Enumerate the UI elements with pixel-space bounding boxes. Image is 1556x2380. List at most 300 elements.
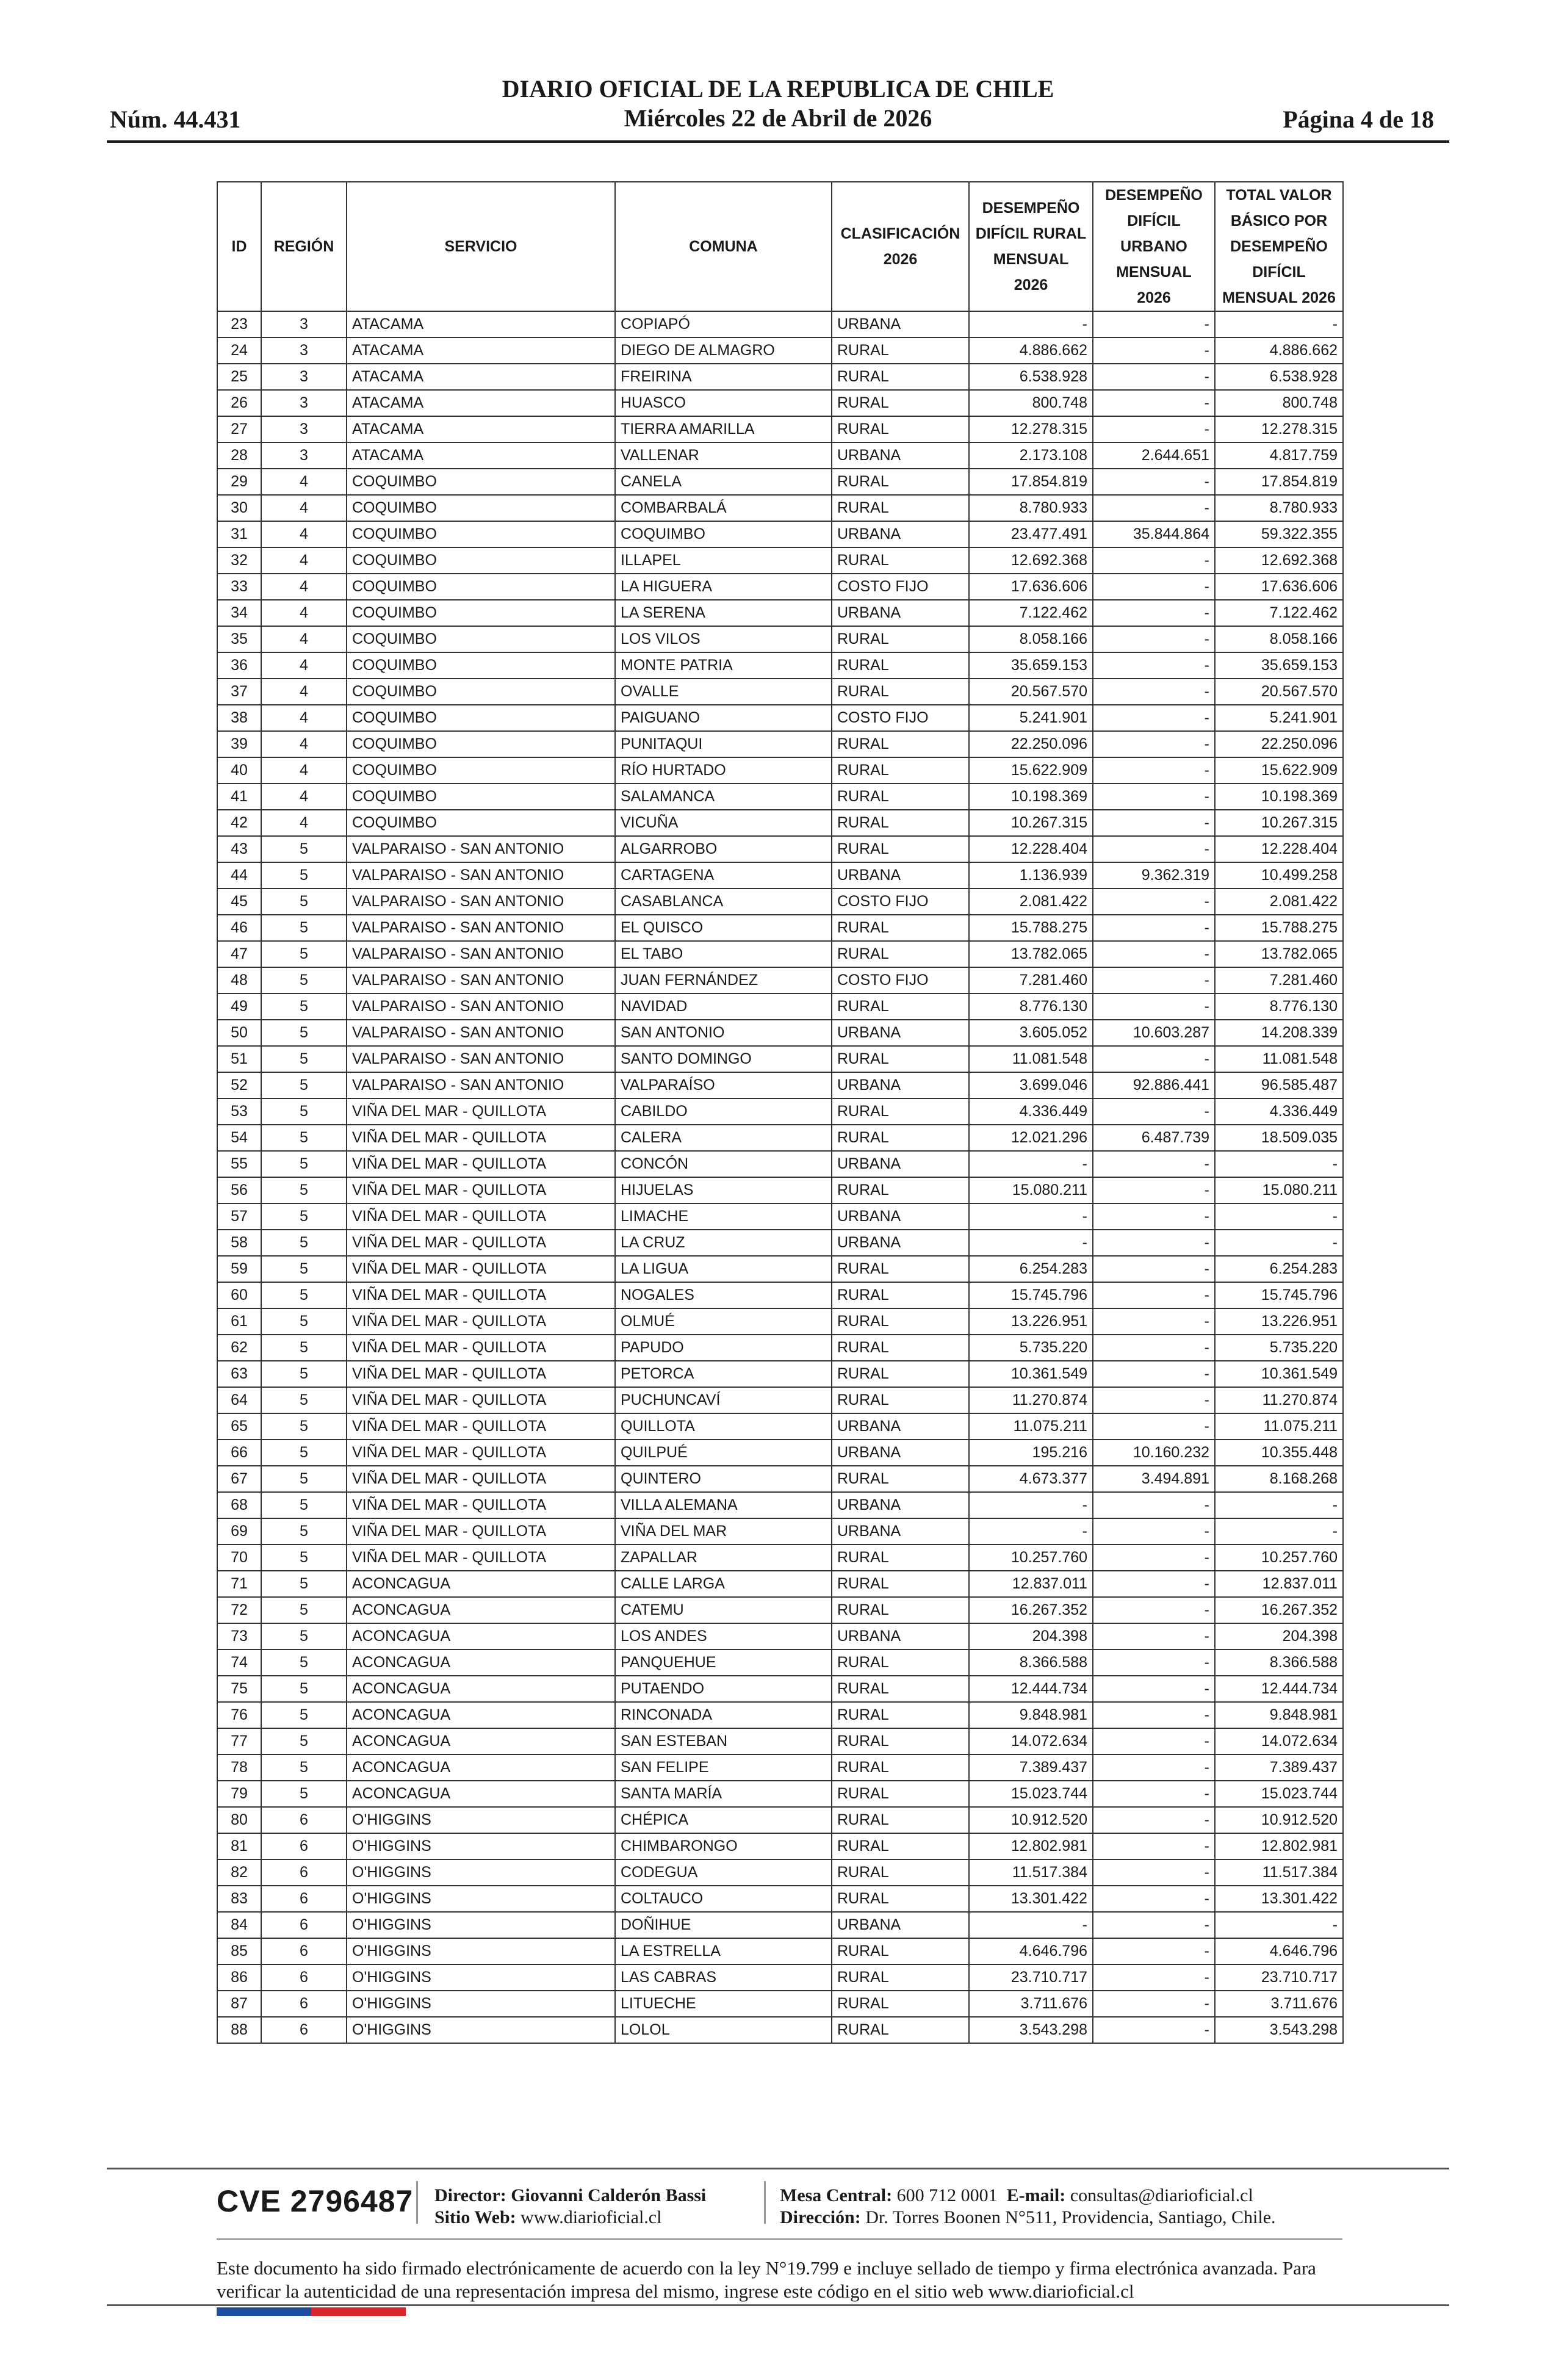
cell-id: 33 <box>217 574 261 600</box>
cell-service: VALPARAISO - SAN ANTONIO <box>347 993 615 1020</box>
cell-urban: - <box>1093 941 1215 967</box>
cell-total: 16.267.352 <box>1215 1597 1343 1623</box>
cell-service: VALPARAISO - SAN ANTONIO <box>347 1072 615 1098</box>
cell-rural: 4.646.796 <box>969 1938 1093 1964</box>
cell-commune: LITUECHE <box>615 1991 832 2017</box>
cell-classification: URBANA <box>832 1492 969 1518</box>
column-header-rural: DESEMPEÑO DIFÍCIL RURAL MENSUAL 2026 <box>969 182 1093 311</box>
cell-urban: - <box>1093 1545 1215 1571</box>
cell-service: ATACAMA <box>347 416 615 442</box>
cell-service: COQUIMBO <box>347 600 615 626</box>
cell-classification: RURAL <box>832 1098 969 1125</box>
table-row <box>217 1335 1343 1361</box>
cell-classification: RURAL <box>832 915 969 941</box>
director-name: Giovanni Calderón Bassi <box>511 2185 707 2205</box>
cell-classification: URBANA <box>832 1518 969 1545</box>
cell-urban: - <box>1093 1650 1215 1676</box>
cell-urban: - <box>1093 1492 1215 1518</box>
cell-classification: COSTO FIJO <box>832 574 969 600</box>
cell-classification: RURAL <box>832 416 969 442</box>
cell-region: 5 <box>261 862 347 889</box>
cell-total: 12.278.315 <box>1215 416 1343 442</box>
address-label: Dirección: <box>780 2207 861 2227</box>
cell-id: 60 <box>217 1282 261 1308</box>
cell-id: 49 <box>217 993 261 1020</box>
cell-urban: - <box>1093 1230 1215 1256</box>
cell-commune: DIEGO DE ALMAGRO <box>615 337 832 364</box>
cell-classification: RURAL <box>832 1833 969 1859</box>
cell-rural: 7.389.437 <box>969 1754 1093 1781</box>
cell-commune: CODEGUA <box>615 1859 832 1886</box>
cell-urban: 2.644.651 <box>1093 442 1215 469</box>
cell-commune: COPIAPÓ <box>615 311 832 337</box>
cell-region: 5 <box>261 915 347 941</box>
cell-commune: RÍO HURTADO <box>615 757 832 784</box>
cell-service: O'HIGGINS <box>347 1886 615 1912</box>
cell-region: 6 <box>261 1991 347 2017</box>
cell-rural: 6.538.928 <box>969 364 1093 390</box>
cell-commune: SALAMANCA <box>615 784 832 810</box>
cell-total: 10.355.448 <box>1215 1440 1343 1466</box>
cell-commune: CALERA <box>615 1125 832 1151</box>
cell-classification: RURAL <box>832 390 969 416</box>
cell-rural: 15.080.211 <box>969 1177 1093 1203</box>
cell-region: 4 <box>261 679 347 705</box>
cell-total: 2.081.422 <box>1215 889 1343 915</box>
table-row <box>217 442 1343 469</box>
footer-director-block <box>434 2185 706 2229</box>
cell-region: 5 <box>261 1282 347 1308</box>
cell-rural: 10.267.315 <box>969 810 1093 836</box>
cell-id: 84 <box>217 1912 261 1938</box>
cell-total: 6.538.928 <box>1215 364 1343 390</box>
cell-total: 7.281.460 <box>1215 967 1343 993</box>
cell-region: 5 <box>261 1046 347 1072</box>
cell-commune: MONTE PATRIA <box>615 652 832 679</box>
cell-id: 55 <box>217 1151 261 1177</box>
table-row <box>217 574 1343 600</box>
cell-rural: 5.735.220 <box>969 1335 1093 1361</box>
cell-commune: ILLAPEL <box>615 547 832 574</box>
cell-urban: - <box>1093 1623 1215 1650</box>
cell-commune: QUILLOTA <box>615 1413 832 1440</box>
cell-rural: 3.605.052 <box>969 1020 1093 1046</box>
cell-rural: 2.081.422 <box>969 889 1093 915</box>
cell-urban: 92.886.441 <box>1093 1072 1215 1098</box>
cell-commune: VILLA ALEMANA <box>615 1492 832 1518</box>
cell-urban: - <box>1093 1413 1215 1440</box>
cell-commune: NOGALES <box>615 1282 832 1308</box>
cell-region: 5 <box>261 1466 347 1492</box>
cell-total: - <box>1215 1151 1343 1177</box>
cell-id: 74 <box>217 1650 261 1676</box>
table-row <box>217 1440 1343 1466</box>
footer-contact-block <box>780 2185 1276 2229</box>
cell-urban: - <box>1093 967 1215 993</box>
cell-rural: 11.081.548 <box>969 1046 1093 1072</box>
cell-classification: RURAL <box>832 1676 969 1702</box>
cell-region: 6 <box>261 1912 347 1938</box>
table-row <box>217 1125 1343 1151</box>
cell-commune: COLTAUCO <box>615 1886 832 1912</box>
table-row <box>217 915 1343 941</box>
cell-rural: 4.336.449 <box>969 1098 1093 1125</box>
cell-region: 3 <box>261 390 347 416</box>
cell-service: O'HIGGINS <box>347 1859 615 1886</box>
cell-region: 5 <box>261 1256 347 1282</box>
cell-commune: ALGARROBO <box>615 836 832 862</box>
cell-service: VIÑA DEL MAR - QUILLOTA <box>347 1518 615 1545</box>
cell-classification: RURAL <box>832 626 969 652</box>
table-row <box>217 941 1343 967</box>
cell-commune: LOS VILOS <box>615 626 832 652</box>
table-row <box>217 679 1343 705</box>
cell-id: 59 <box>217 1256 261 1282</box>
cell-service: VALPARAISO - SAN ANTONIO <box>347 862 615 889</box>
legal-notice: Este documento ha sido firmado electrónicamente de acuerdo con la ley N°19.799 e incluye sellado de tiempo y firma electrónica avanzada. Para verificar la autenticidad de una representación impresa del mismo, ingrese este código en el sitio web www.diarioficial.cl <box>217 2257 1316 2302</box>
cell-region: 5 <box>261 836 347 862</box>
cell-urban: - <box>1093 1859 1215 1886</box>
cell-total: - <box>1215 311 1343 337</box>
cell-service: COQUIMBO <box>347 521 615 547</box>
cell-urban: - <box>1093 1938 1215 1964</box>
cell-urban: - <box>1093 311 1215 337</box>
table-row <box>217 1650 1343 1676</box>
cell-service: VIÑA DEL MAR - QUILLOTA <box>347 1203 615 1230</box>
cell-region: 4 <box>261 757 347 784</box>
address-text: Dr. Torres Boonen N°511, Providencia, Santiago, Chile. <box>865 2207 1276 2227</box>
cell-commune: CASABLANCA <box>615 889 832 915</box>
cell-total: - <box>1215 1492 1343 1518</box>
cell-service: ACONCAGUA <box>347 1650 615 1676</box>
cell-total: 4.817.759 <box>1215 442 1343 469</box>
cell-urban: - <box>1093 679 1215 705</box>
cell-total: 96.585.487 <box>1215 1072 1343 1098</box>
cell-commune: PUTAENDO <box>615 1676 832 1702</box>
cell-commune: COMBARBALÁ <box>615 495 832 521</box>
cell-urban: - <box>1093 889 1215 915</box>
cell-service: O'HIGGINS <box>347 1964 615 1991</box>
cell-service: COQUIMBO <box>347 810 615 836</box>
cell-total: 14.072.634 <box>1215 1728 1343 1754</box>
cell-classification: URBANA <box>832 1912 969 1938</box>
cell-commune: SAN ANTONIO <box>615 1020 832 1046</box>
cell-region: 5 <box>261 1203 347 1230</box>
cell-classification: COSTO FIJO <box>832 889 969 915</box>
cell-total: 14.208.339 <box>1215 1020 1343 1046</box>
cell-classification: RURAL <box>832 1387 969 1413</box>
cell-classification: RURAL <box>832 1991 969 2017</box>
cell-commune: CHÉPICA <box>615 1807 832 1833</box>
cell-id: 87 <box>217 1991 261 2017</box>
table-row <box>217 1098 1343 1125</box>
table-row <box>217 757 1343 784</box>
cell-id: 72 <box>217 1597 261 1623</box>
cell-service: VALPARAISO - SAN ANTONIO <box>347 889 615 915</box>
table-row <box>217 337 1343 364</box>
cell-service: O'HIGGINS <box>347 1938 615 1964</box>
cell-service: ACONCAGUA <box>347 1781 615 1807</box>
cell-rural: 5.241.901 <box>969 705 1093 731</box>
cell-rural: 8.780.933 <box>969 495 1093 521</box>
cell-total: 7.122.462 <box>1215 600 1343 626</box>
cell-classification: RURAL <box>832 495 969 521</box>
cell-id: 24 <box>217 337 261 364</box>
cell-region: 5 <box>261 1781 347 1807</box>
cell-service: COQUIMBO <box>347 547 615 574</box>
table-row <box>217 416 1343 442</box>
cell-region: 4 <box>261 705 347 731</box>
footer-separator <box>764 2181 766 2224</box>
cell-urban: - <box>1093 1256 1215 1282</box>
cell-total: 11.081.548 <box>1215 1046 1343 1072</box>
cell-total: 9.848.981 <box>1215 1702 1343 1728</box>
cell-region: 6 <box>261 1833 347 1859</box>
cell-urban: - <box>1093 1964 1215 1991</box>
column-header-urban: DESEMPEÑO DIFÍCIL URBANO MENSUAL 2026 <box>1093 182 1215 311</box>
table-row <box>217 993 1343 1020</box>
cell-rural: 3.699.046 <box>969 1072 1093 1098</box>
cell-service: VIÑA DEL MAR - QUILLOTA <box>347 1545 615 1571</box>
cell-urban: - <box>1093 1177 1215 1203</box>
cell-id: 37 <box>217 679 261 705</box>
cell-classification: RURAL <box>832 1886 969 1912</box>
table-row <box>217 889 1343 915</box>
cell-rural: 12.021.296 <box>969 1125 1093 1151</box>
cell-rural: - <box>969 311 1093 337</box>
cell-id: 40 <box>217 757 261 784</box>
cell-total: 10.257.760 <box>1215 1545 1343 1571</box>
cell-rural: 16.267.352 <box>969 1597 1093 1623</box>
cell-urban: - <box>1093 1702 1215 1728</box>
table-row <box>217 1571 1343 1597</box>
cell-classification: RURAL <box>832 1125 969 1151</box>
cell-classification: URBANA <box>832 600 969 626</box>
cell-total: 22.250.096 <box>1215 731 1343 757</box>
cell-region: 4 <box>261 469 347 495</box>
cell-classification: RURAL <box>832 1282 969 1308</box>
cell-classification: URBANA <box>832 442 969 469</box>
cell-classification: RURAL <box>832 337 969 364</box>
cell-total: 35.659.153 <box>1215 652 1343 679</box>
table-row <box>217 1781 1343 1807</box>
cell-classification: URBANA <box>832 1230 969 1256</box>
cell-region: 4 <box>261 626 347 652</box>
cell-service: COQUIMBO <box>347 705 615 731</box>
cell-id: 39 <box>217 731 261 757</box>
cell-region: 5 <box>261 1545 347 1571</box>
cell-id: 69 <box>217 1518 261 1545</box>
cell-total: 4.646.796 <box>1215 1938 1343 1964</box>
cell-rural: 17.636.606 <box>969 574 1093 600</box>
cell-commune: CANELA <box>615 469 832 495</box>
table-row <box>217 1623 1343 1650</box>
cell-rural: 10.257.760 <box>969 1545 1093 1571</box>
cell-region: 4 <box>261 784 347 810</box>
cell-urban: - <box>1093 2017 1215 2043</box>
cell-id: 35 <box>217 626 261 652</box>
table-row <box>217 1938 1343 1964</box>
cell-id: 31 <box>217 521 261 547</box>
cell-urban: - <box>1093 1571 1215 1597</box>
table-row <box>217 626 1343 652</box>
cell-classification: URBANA <box>832 1203 969 1230</box>
cell-rural: 15.023.744 <box>969 1781 1093 1807</box>
table-row <box>217 1230 1343 1256</box>
cell-total: 8.776.130 <box>1215 993 1343 1020</box>
cell-classification: COSTO FIJO <box>832 705 969 731</box>
table-row <box>217 1754 1343 1781</box>
cell-service: O'HIGGINS <box>347 1807 615 1833</box>
cell-id: 47 <box>217 941 261 967</box>
cell-region: 3 <box>261 416 347 442</box>
cell-rural: 10.198.369 <box>969 784 1093 810</box>
column-header-region: REGIÓN <box>261 182 347 311</box>
header-divider <box>107 140 1449 143</box>
cell-id: 68 <box>217 1492 261 1518</box>
cell-commune: CHIMBARONGO <box>615 1833 832 1859</box>
table-row <box>217 1256 1343 1282</box>
table-row <box>217 1545 1343 1571</box>
cell-service: VALPARAISO - SAN ANTONIO <box>347 836 615 862</box>
cell-classification: RURAL <box>832 1545 969 1571</box>
cell-id: 78 <box>217 1754 261 1781</box>
cell-classification: RURAL <box>832 652 969 679</box>
table-row <box>217 1492 1343 1518</box>
cell-urban: - <box>1093 757 1215 784</box>
cell-region: 5 <box>261 1413 347 1440</box>
cell-id: 83 <box>217 1886 261 1912</box>
website-link[interactable]: www.diarioficial.cl <box>520 2207 662 2227</box>
cell-service: VIÑA DEL MAR - QUILLOTA <box>347 1256 615 1282</box>
cell-total: - <box>1215 1912 1343 1938</box>
cell-total: 13.782.065 <box>1215 941 1343 967</box>
cell-commune: SAN FELIPE <box>615 1754 832 1781</box>
cell-total: 15.080.211 <box>1215 1177 1343 1203</box>
cell-commune: VICUÑA <box>615 810 832 836</box>
email-link[interactable]: consultas@diarioficial.cl <box>1070 2185 1253 2205</box>
cell-commune: CARTAGENA <box>615 862 832 889</box>
cell-service: VIÑA DEL MAR - QUILLOTA <box>347 1151 615 1177</box>
table-row <box>217 495 1343 521</box>
cell-region: 4 <box>261 547 347 574</box>
cell-commune: CALLE LARGA <box>615 1571 832 1597</box>
cell-commune: EL TABO <box>615 941 832 967</box>
table-row <box>217 1964 1343 1991</box>
cell-urban: - <box>1093 1518 1215 1545</box>
table-row <box>217 1859 1343 1886</box>
cell-region: 4 <box>261 731 347 757</box>
cell-service: ACONCAGUA <box>347 1702 615 1728</box>
cell-commune: EL QUISCO <box>615 915 832 941</box>
cell-total: 11.075.211 <box>1215 1413 1343 1440</box>
footer-separator <box>416 2181 418 2224</box>
cell-commune: HIJUELAS <box>615 1177 832 1203</box>
cell-commune: LA CRUZ <box>615 1230 832 1256</box>
table-row <box>217 2017 1343 2043</box>
cell-urban: - <box>1093 364 1215 390</box>
phone-number: 600 712 0001 <box>896 2185 998 2205</box>
cell-service: O'HIGGINS <box>347 1912 615 1938</box>
cell-classification: URBANA <box>832 1072 969 1098</box>
cell-commune: LOLOL <box>615 2017 832 2043</box>
cell-id: 46 <box>217 915 261 941</box>
table-row <box>217 1387 1343 1413</box>
cell-total: - <box>1215 1203 1343 1230</box>
cell-urban: - <box>1093 993 1215 1020</box>
table-row <box>217 1518 1343 1545</box>
cell-urban: - <box>1093 1754 1215 1781</box>
cell-rural: 8.776.130 <box>969 993 1093 1020</box>
cell-total: 10.499.258 <box>1215 862 1343 889</box>
cell-total: 12.692.368 <box>1215 547 1343 574</box>
cell-rural: 2.173.108 <box>969 442 1093 469</box>
cell-urban: - <box>1093 574 1215 600</box>
cell-id: 28 <box>217 442 261 469</box>
cell-id: 88 <box>217 2017 261 2043</box>
cell-urban: - <box>1093 1781 1215 1807</box>
cell-total: 11.270.874 <box>1215 1387 1343 1413</box>
table-row <box>217 1886 1343 1912</box>
cell-urban: - <box>1093 1098 1215 1125</box>
cell-commune: NAVIDAD <box>615 993 832 1020</box>
cell-region: 5 <box>261 1098 347 1125</box>
cell-region: 5 <box>261 1754 347 1781</box>
cell-region: 3 <box>261 337 347 364</box>
cell-id: 77 <box>217 1728 261 1754</box>
cell-region: 6 <box>261 1938 347 1964</box>
cell-rural: 800.748 <box>969 390 1093 416</box>
cell-rural: 12.837.011 <box>969 1571 1093 1597</box>
phone-label: Mesa Central: <box>780 2185 893 2205</box>
cell-commune: PAIGUANO <box>615 705 832 731</box>
cell-total: 8.058.166 <box>1215 626 1343 652</box>
cell-total: 59.322.355 <box>1215 521 1343 547</box>
cell-urban: 10.603.287 <box>1093 1020 1215 1046</box>
issue-date: Miércoles 22 de Abril de 2026 <box>624 104 932 132</box>
cell-service: VIÑA DEL MAR - QUILLOTA <box>347 1098 615 1125</box>
cell-service: COQUIMBO <box>347 495 615 521</box>
cell-total: 12.802.981 <box>1215 1833 1343 1859</box>
cell-service: ACONCAGUA <box>347 1597 615 1623</box>
column-header-classification: CLASIFICACIÓN 2026 <box>832 182 969 311</box>
cell-id: 38 <box>217 705 261 731</box>
cell-rural: 15.745.796 <box>969 1282 1093 1308</box>
cell-region: 4 <box>261 521 347 547</box>
cell-id: 52 <box>217 1072 261 1098</box>
cell-service: VIÑA DEL MAR - QUILLOTA <box>347 1413 615 1440</box>
cell-urban: - <box>1093 1151 1215 1177</box>
page-number: Página 4 de 18 <box>1283 106 1434 133</box>
table-row <box>217 1833 1343 1859</box>
cell-urban: - <box>1093 784 1215 810</box>
cell-rural: 15.788.275 <box>969 915 1093 941</box>
gazette-title: DIARIO OFICIAL DE LA REPUBLICA DE CHILE <box>502 75 1054 103</box>
table-row <box>217 1282 1343 1308</box>
director-label: Director: <box>434 2185 506 2205</box>
cell-total: 11.517.384 <box>1215 1859 1343 1886</box>
cell-classification: RURAL <box>832 731 969 757</box>
cell-service: VIÑA DEL MAR - QUILLOTA <box>347 1125 615 1151</box>
cell-region: 5 <box>261 1177 347 1203</box>
cell-total: 7.389.437 <box>1215 1754 1343 1781</box>
cell-id: 62 <box>217 1335 261 1361</box>
cell-total: 10.912.520 <box>1215 1807 1343 1833</box>
cell-total: - <box>1215 1230 1343 1256</box>
cell-total: 5.241.901 <box>1215 705 1343 731</box>
table-row <box>217 1991 1343 2017</box>
cell-classification: RURAL <box>832 1807 969 1833</box>
